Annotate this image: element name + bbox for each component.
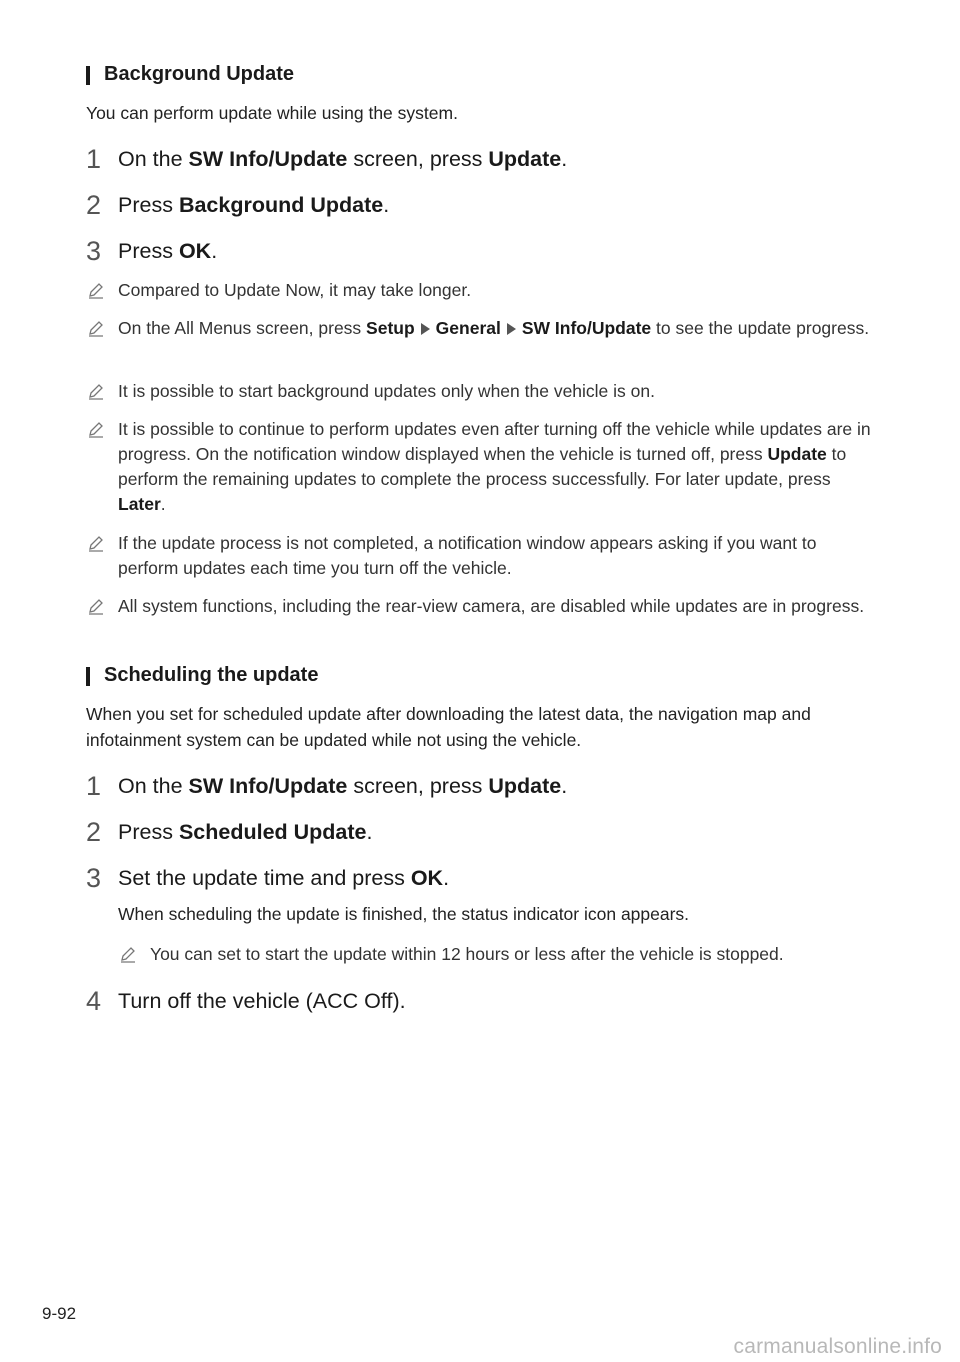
pencil-note-icon bbox=[86, 280, 106, 300]
note-4-background: It is possible to continue to perform updates even after turning off the vehicle while updates are in progress. On the notification window displayed when the vehicle is turned off, press Update to perform the remaining updates to complete the process successfully. For later update, press Later. bbox=[86, 417, 876, 517]
watermark: carmanualsonline.info bbox=[733, 1335, 942, 1358]
step-3-background: 3 Press OK. bbox=[86, 236, 218, 266]
step-4-scheduling: 4 Turn off the vehicle (ACC Off). bbox=[86, 986, 406, 1016]
step-2-background: 2 Press Background Update. bbox=[86, 190, 390, 220]
step-number: 2 bbox=[86, 190, 102, 220]
note-2-background: On the All Menus screen, press Setup General SW Info/Update to see the update progress. bbox=[86, 316, 876, 341]
pencil-note-icon bbox=[86, 533, 106, 553]
pencil-note-icon bbox=[86, 318, 106, 338]
step-number: 1 bbox=[86, 771, 102, 801]
step-2-scheduling: 2 Press Scheduled Update. bbox=[86, 817, 373, 847]
intro-background-update: You can perform update while using the system. bbox=[86, 103, 458, 123]
intro-scheduling: When you set for scheduled update after downloading the latest data, the navigation map and infotainment system can be updated while not using the vehicle. bbox=[86, 704, 811, 750]
step-3-scheduling-detail: When scheduling the update is finished, the status indicator icon appears. bbox=[118, 904, 690, 924]
pencil-note-icon bbox=[86, 596, 106, 616]
pencil-note-icon bbox=[118, 944, 138, 964]
step-number: 2 bbox=[86, 817, 102, 847]
note-3-background: It is possible to start background updates only when the vehicle is on. bbox=[86, 379, 876, 404]
note-5-background: If the update process is not completed, a notification window appears asking if you want to perform updates each time you turn off the vehicle. bbox=[86, 531, 876, 581]
step-3-scheduling: 3 Set the update time and press OK. bbox=[86, 863, 450, 893]
section-title-scheduling: Scheduling the update bbox=[86, 664, 318, 687]
note-1-background: Compared to Update Now, it may take longer. bbox=[86, 278, 876, 303]
arrow-right-icon bbox=[507, 323, 516, 335]
note-6-background: All system functions, including the rear-view camera, are disabled while updates are in progress. bbox=[86, 594, 876, 619]
step-number: 3 bbox=[86, 863, 102, 893]
step-number: 3 bbox=[86, 236, 102, 266]
step-1-background: 1 On the SW Info/Update screen, press Update. bbox=[86, 144, 568, 174]
step-number: 1 bbox=[86, 144, 102, 174]
arrow-right-icon bbox=[421, 323, 430, 335]
pencil-note-icon bbox=[86, 419, 106, 439]
page-number: 9-92 bbox=[42, 1304, 77, 1323]
pencil-note-icon bbox=[86, 381, 106, 401]
section-title-background-update: Background Update bbox=[86, 63, 294, 86]
note-1-scheduling: You can set to start the update within 12 hours or less after the vehicle is stopped. bbox=[118, 942, 878, 967]
step-1-scheduling: 1 On the SW Info/Update screen, press Update. bbox=[86, 771, 568, 801]
step-number: 4 bbox=[86, 986, 102, 1016]
